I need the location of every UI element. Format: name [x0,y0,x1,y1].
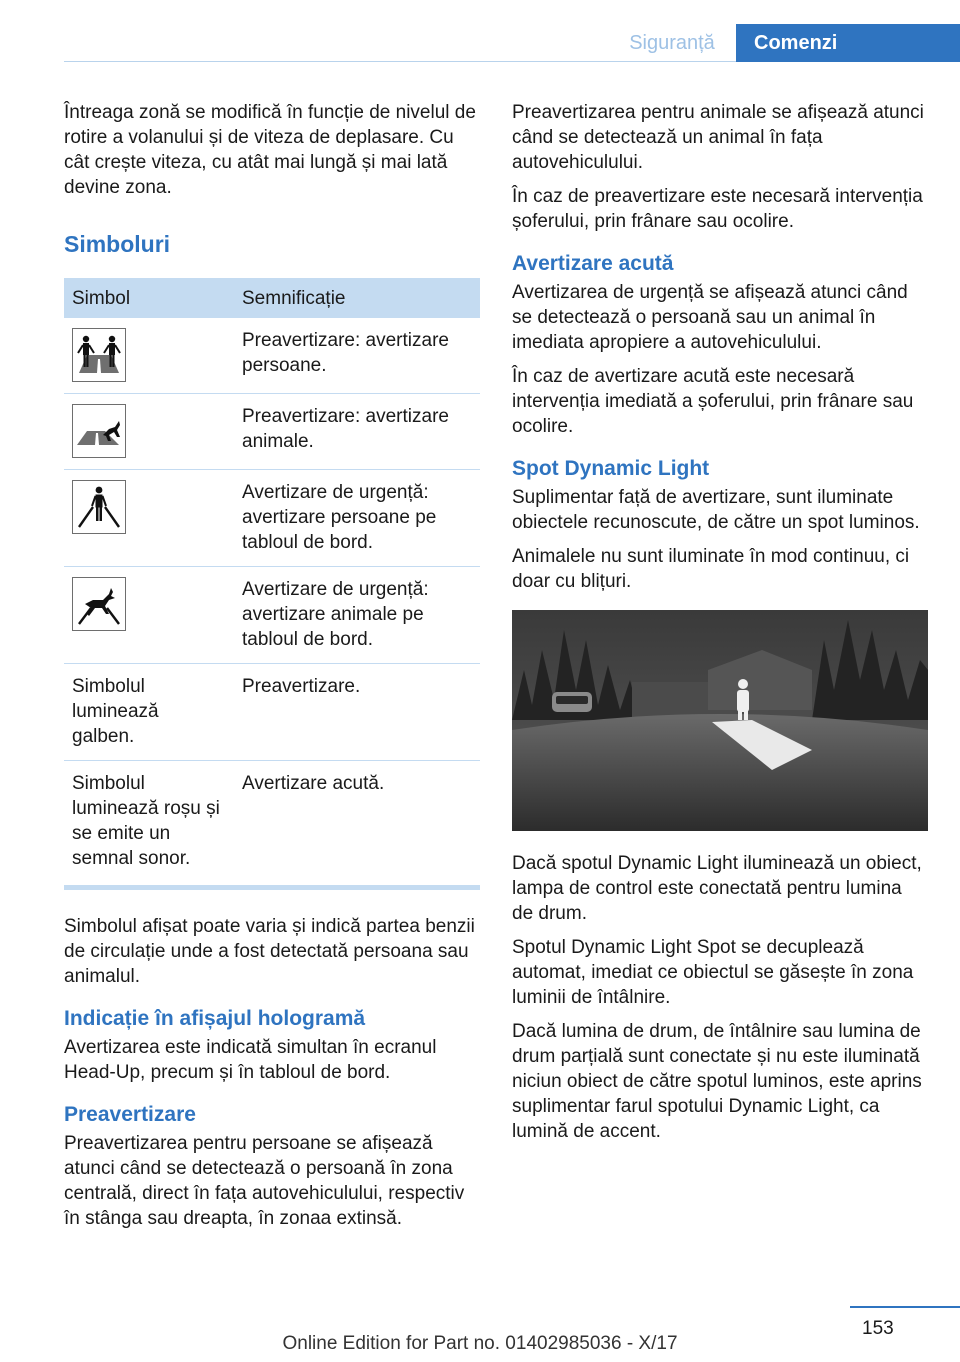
tab-siguranta[interactable]: Siguranță [629,31,715,54]
decouple-paragraph: Spotul Dynamic Light Spot se decuplează automat, imediat ce obiectul se găsește în zona luminii de întâlnire. [512,937,914,1008]
tab-comenzi[interactable]: Comenzi [736,24,960,62]
animal-warning-icon [72,404,126,458]
deer-urgent-icon [72,577,126,631]
table-row [64,394,480,470]
edition-footer: Online Edition for Part no. 01402985036 - X/17 [282,1333,678,1354]
pedestrians-warning-icon [72,328,126,382]
table-row [64,318,480,394]
animal-prewarning-paragraph: Preavertizarea pentru animale se afișează atunci când se detectează un animal în fața autovehiculului. [512,102,924,173]
table-row [64,470,480,567]
symbols-heading: Simboluri [64,231,171,257]
spot-paragraph-1: Suplimentar față de avertizare, sunt iluminate obiectele recunoscute, de către un spot luminos. [512,487,920,533]
meaning-cell: Preavertizare. [234,664,480,761]
symbol-text-cell: Simbolul luminează galben. [64,664,234,761]
page-number: 153 [862,1318,894,1339]
symbols-table [64,278,480,890]
meaning-cell: Avertizare de urgență: avertizare persoane pe tabloul de bord. [234,470,480,567]
accent-light-paragraph: Dacă lumina de drum, de întâlnire sau lumina de drum parțială sunt conectate și nu este iluminată niciun obiect de către spotul luminos, este aprins suplimentar farul spotului Dynamic Light, ca lumină de accent. [512,1021,922,1142]
pedestrian-urgent-icon [72,480,126,534]
hologram-heading: Indicație în afișajul hologramă [64,1007,366,1030]
col-header-meaning: Semnificație [234,278,480,318]
col-header-symbol: Simbol [64,278,234,318]
table-row [64,761,480,888]
after-table-paragraph: Simbolul afișat poate varia și indică partea benzii de circulație unde a fost detectată persoana sau animalul. [64,916,475,987]
intervention-paragraph: În caz de preavertizare este necesară intervenția șoferului, prin frânare sau ocolire. [512,186,923,232]
left-column [64,100,480,1240]
meaning-cell: Preavertizare: avertizare animale. [234,394,480,470]
pre-warning-paragraph: Preavertizarea pentru persoane se afișează atunci când se detectează o persoană în zona centrală, direct în fața autovehiculului, respectiv în stânga sau dreapta, în zonaa extinsă. [64,1133,465,1229]
meaning-cell: Preavertizare: avertizare persoane. [234,318,480,394]
acute-paragraph-1: Avertizarea de urgență se afișează atunci când se detectează o persoană sau un animal în imediata apropiere a autovehiculului. [512,282,908,353]
page-number-rule [850,1306,960,1308]
table-row [64,664,480,761]
table-header-row [64,278,480,318]
symbol-text-cell: Simbolul luminează roșu și se emite un semnal sonor. [64,761,234,888]
acute-paragraph-2: În caz de avertizare acută este necesară intervenția imediată a șoferului, prin frânare sau ocolire. [512,366,914,437]
spot-light-night-photo [512,610,928,831]
acute-warning-heading: Avertizare acută [512,252,674,275]
hologram-paragraph: Avertizarea este indicată simultan în ecranul Head-Up, precum și în tabloul de bord. [64,1037,437,1083]
meaning-cell: Avertizare de urgență: avertizare animale pe tabloul de bord. [234,567,480,664]
spot-light-heading: Spot Dynamic Light [512,457,710,480]
pre-warning-heading: Preavertizare [64,1103,196,1126]
table-row [64,567,480,664]
highbeam-paragraph: Dacă spotul Dynamic Light iluminează un obiect, lampa de control este conectată pentru lumina de drum. [512,853,922,924]
spot-paragraph-2: Animalele nu sunt iluminate în mod continuu, ci doar cu blițuri. [512,546,910,592]
meaning-cell: Avertizare acută. [234,761,480,888]
intro-paragraph: Întreaga zonă se modifică în funcție de nivelul de rotire a volanului și de viteza de deplasare. Cu cât crește viteza, cu atât mai lungă și mai lată devine zona. [64,102,476,198]
right-column [512,100,928,1153]
